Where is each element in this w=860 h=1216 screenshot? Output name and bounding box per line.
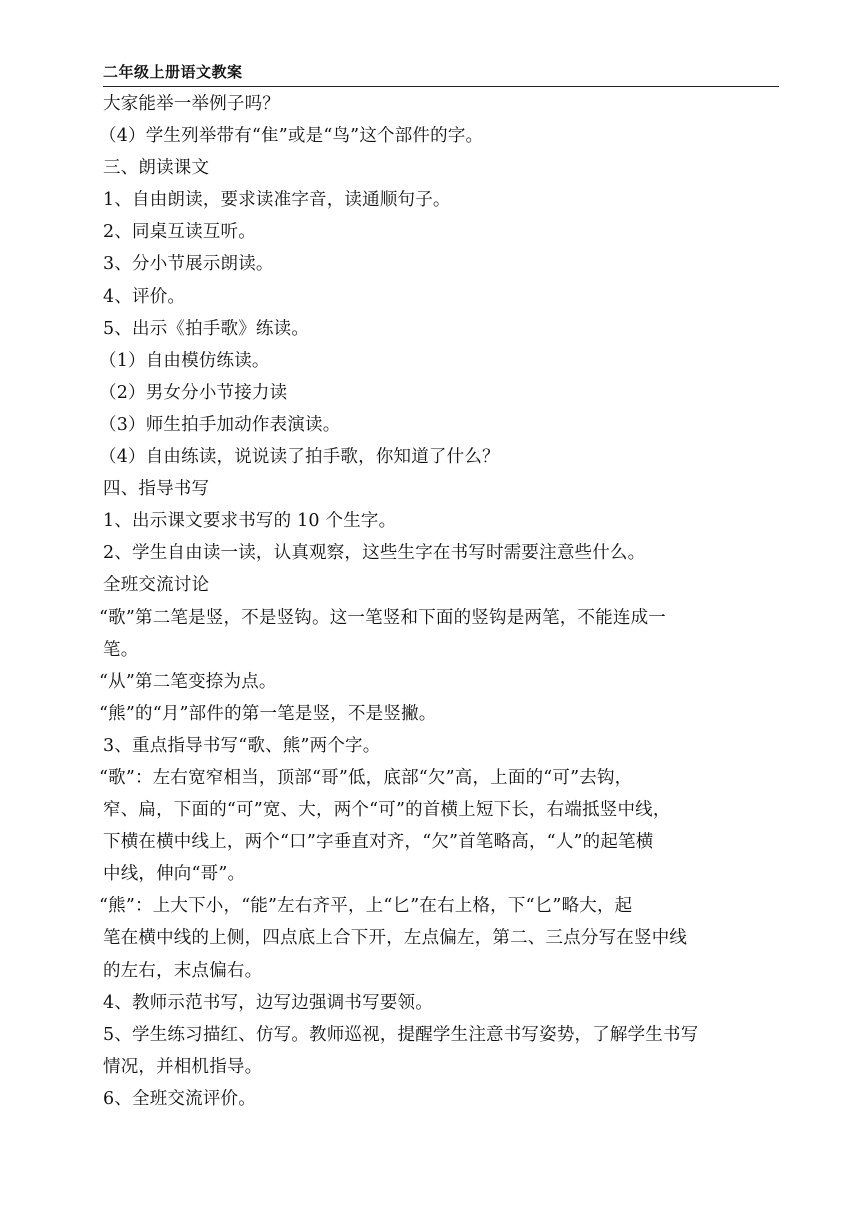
text-line: （1）自由模仿练读。 xyxy=(99,350,270,371)
text-line: “熊”的“月”部件的第一笔是竖，不是竖撇。 xyxy=(99,703,437,724)
document-body xyxy=(99,88,779,1115)
text-line: 下横在横中线上，两个“口”字垂直对齐，“欠”首笔略高，“人”的起笔横 xyxy=(103,832,654,853)
text-line: 窄、扁，下面的“可”宽、大，两个“可”的首横上短下长，右端抵竖中线， xyxy=(103,800,671,821)
text-line: （3）师生拍手加动作表演读。 xyxy=(99,414,341,435)
text-line: 笔在横中线的上侧，四点底上合下开，左点偏左，第二、三点分写在竖中线 xyxy=(103,928,688,949)
text-line: “从”第二笔变捺为点。 xyxy=(99,671,277,692)
text-line: 2、同桌互读互听。 xyxy=(103,222,256,243)
text-line: 6、全班交流评价。 xyxy=(103,1088,256,1109)
text-line: 4、评价。 xyxy=(103,286,186,307)
text-line: 2、学生自由读一读，认真观察，这些生字在书写时需要注意些什么。 xyxy=(103,543,646,564)
text-line: 笔。 xyxy=(103,639,139,660)
header-title: 二年级上册语文教案 xyxy=(103,63,243,81)
text-line: （4）自由练读，说说读了拍手歌，你知道了什么？ xyxy=(99,447,500,468)
text-line: （2）男女分小节接力读 xyxy=(99,382,288,403)
text-line: “熊”：上大下小，“能”左右齐平，上“匕”在右上格，下“匕”略大，起 xyxy=(99,896,633,917)
page-header xyxy=(103,58,779,87)
text-line: 1、出示课文要求书写的 10 个生字。 xyxy=(103,511,397,532)
text-line: 5、学生练习描红、仿写。教师巡视，提醒学生注意书写姿势，了解学生书写 xyxy=(103,1024,699,1045)
section-heading: 四、指导书写 xyxy=(103,479,210,500)
section-heading: 三、朗读课文 xyxy=(103,158,210,179)
text-line: 的左右，末点偏右。 xyxy=(103,960,263,981)
text-line: 5、出示《拍手歌》练读。 xyxy=(103,318,310,339)
text-line: 大家能举一举例子吗？ xyxy=(103,94,280,114)
text-line: 3、重点指导书写“歌、熊”两个字。 xyxy=(103,735,381,756)
text-line: 1、自由朗读，要求读准字音，读通顺句子。 xyxy=(103,190,451,211)
text-line: 情况，并相机指导。 xyxy=(103,1056,263,1077)
text-line: 4、教师示范书写，边写边强调书写要领。 xyxy=(103,992,433,1013)
text-line: “歌”：左右宽窄相当，顶部“哥”低，底部“欠”高，上面的“可”去钩， xyxy=(99,767,633,788)
text-line: “歌”第二笔是竖，不是竖钩。这一笔竖和下面的竖钩是两笔，不能连成一 xyxy=(99,607,666,628)
text-line: （4）学生列举带有“隹”或是“鸟”这个部件的字。 xyxy=(99,126,484,147)
text-line: 全班交流讨论 xyxy=(103,575,210,596)
text-line: 中线，伸向“哥”。 xyxy=(103,864,246,885)
text-line: 3、分小节展示朗读。 xyxy=(103,254,274,275)
